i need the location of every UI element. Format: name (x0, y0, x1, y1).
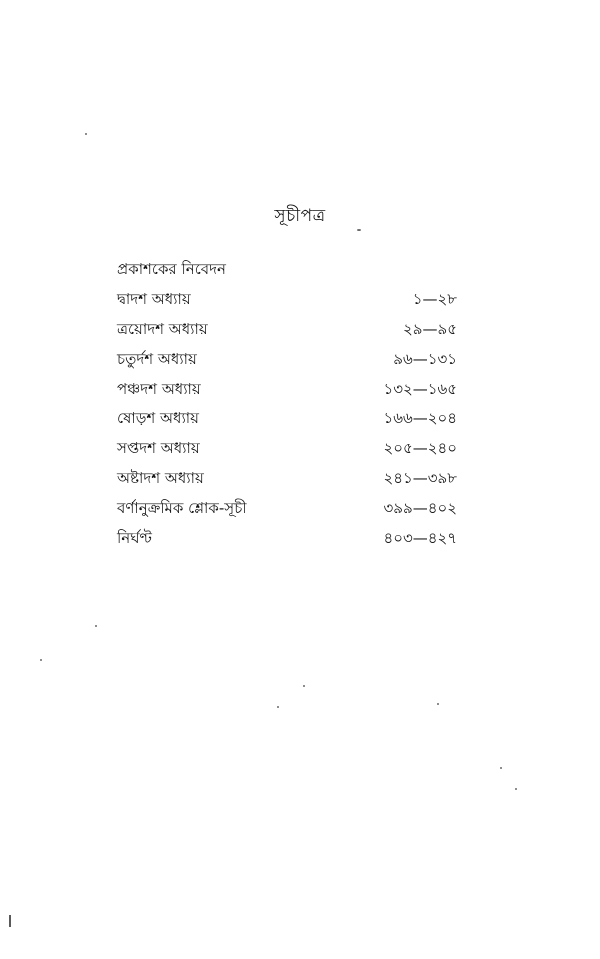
page-title: সূচীপত্র (274, 206, 326, 226)
toc-entry-label: চতুর্দশ অধ্যায় (117, 349, 197, 368)
toc-entry (117, 524, 457, 554)
toc-entry-pages: ২০৫—২৪০ (383, 439, 457, 458)
toc-entry-label: অষ্টাদশ অধ্যায় (117, 469, 204, 488)
scan-speck (515, 788, 517, 790)
toc-entry-pages: ২৯—৯৫ (403, 319, 457, 338)
toc-entry-label: সপ্তদশ অধ্যায় (117, 439, 200, 458)
toc-entry-label: ত্রয়োদশ অধ্যায় (117, 319, 208, 338)
toc-entry-label: পঞ্চদশ অধ্যায় (117, 379, 201, 398)
toc-entry-pages: ৩৯৯—৪০২ (383, 499, 457, 518)
toc-entry (117, 375, 457, 405)
toc-entry-pages: ১৬৬—২০৪ (383, 409, 457, 428)
toc-entry (117, 345, 457, 375)
toc-entry-label: প্রকাশকের নিবেদন (117, 260, 226, 278)
scan-speck (303, 685, 305, 687)
toc-entry (117, 255, 457, 285)
scan-speck (437, 703, 439, 705)
scan-speck (95, 625, 97, 627)
toc-entry (117, 404, 457, 434)
scan-edge-mark (9, 915, 11, 927)
toc-entry-label: দ্বাদশ অধ্যায় (117, 289, 191, 308)
table-of-contents (117, 255, 457, 554)
toc-entry (117, 285, 457, 315)
toc-entry (117, 494, 457, 524)
toc-entry-label: বর্ণানুক্রমিক শ্লোক-সূচী (117, 499, 247, 518)
toc-entry-pages: ১—২৮ (412, 289, 457, 308)
scan-speck (85, 133, 87, 135)
toc-entry-pages: ৪০৩—৪২৭ (383, 529, 457, 548)
toc-entry (117, 315, 457, 345)
toc-entry-pages: ৯৬—১৩১ (393, 349, 457, 368)
scan-speck (277, 706, 279, 708)
toc-entry-label: ষোড়শ অধ্যায় (117, 409, 199, 428)
toc-entry-pages: ১৩২—১৬৫ (383, 379, 457, 398)
toc-entry (117, 464, 457, 494)
scan-speck (40, 659, 42, 661)
toc-entry-label: নির্ঘণ্ট (117, 529, 152, 548)
scan-speck (500, 767, 502, 769)
toc-entry (117, 434, 457, 464)
toc-entry-pages: ২৪১—৩৯৮ (383, 469, 457, 488)
scan-speck (357, 229, 361, 231)
